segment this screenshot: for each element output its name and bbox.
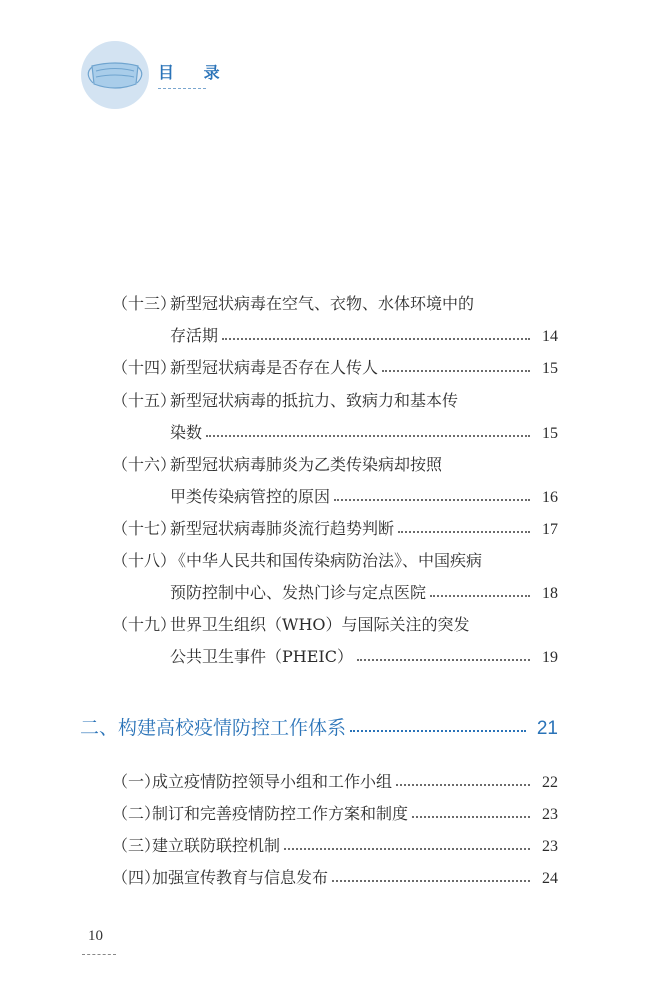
toc-item-title: 加强宣传教育与信息发布 bbox=[152, 868, 329, 887]
toc-item-title: 制订和完善疫情防控工作方案和制度 bbox=[152, 804, 409, 823]
toc-item-title: 新型冠状病毒是否存在人传人 bbox=[170, 358, 379, 377]
dot-leader bbox=[396, 784, 530, 786]
toc-header bbox=[80, 40, 280, 120]
toc-item-page: 16 bbox=[542, 489, 558, 506]
dot-leader bbox=[334, 499, 530, 501]
dot-leader bbox=[398, 531, 530, 533]
footer-divider bbox=[82, 954, 116, 955]
toc-item-page: 18 bbox=[542, 585, 558, 602]
toc-item-title: 新型冠状病毒肺炎流行趋势判断 bbox=[170, 519, 395, 538]
section-heading[interactable] bbox=[80, 708, 558, 740]
toc-item-number: （一） bbox=[112, 772, 161, 791]
toc-item-number: （三） bbox=[112, 836, 161, 855]
toc-item-number: （十六） bbox=[112, 455, 177, 474]
toc-item[interactable] bbox=[112, 449, 558, 475]
toc-item-title-cont: 染数 bbox=[170, 423, 203, 442]
toc-item-page: 14 bbox=[542, 328, 558, 345]
toc-item-title-cont: 甲类传染病管控的原因 bbox=[170, 487, 331, 506]
toc-item-number: （二） bbox=[112, 804, 161, 823]
toc-item-continuation[interactable] bbox=[112, 641, 558, 667]
toc-item-title: 新型冠状病毒的抵抗力、致病力和基本传 bbox=[170, 391, 459, 410]
title-divider bbox=[158, 88, 206, 89]
toc-item-number: （十三） bbox=[112, 294, 177, 313]
toc-item-number: （十八） bbox=[112, 551, 177, 570]
toc-item-continuation[interactable] bbox=[112, 417, 558, 443]
toc-item-continuation[interactable] bbox=[112, 577, 558, 603]
toc-item[interactable] bbox=[112, 352, 558, 378]
dot-leader bbox=[350, 730, 526, 732]
toc-item-page: 23 bbox=[542, 806, 558, 823]
toc-item-number: （十七） bbox=[112, 519, 177, 538]
toc-item-continuation[interactable] bbox=[112, 481, 558, 507]
face-mask-icon bbox=[80, 40, 150, 110]
toc-item[interactable] bbox=[112, 513, 558, 539]
toc-item[interactable] bbox=[112, 862, 558, 888]
toc-item[interactable] bbox=[112, 545, 558, 571]
toc-item[interactable] bbox=[112, 385, 558, 411]
dot-leader bbox=[357, 659, 530, 661]
toc-item-number: （四） bbox=[112, 868, 161, 887]
toc-item-page: 19 bbox=[542, 649, 558, 666]
toc-item-title-cont: 预防控制中心、发热门诊与定点医院 bbox=[170, 583, 427, 602]
dot-leader bbox=[412, 816, 530, 818]
toc-item-title-cont: 公共卫生事件（PHEIC） bbox=[170, 647, 353, 666]
toc-item-title-cont: 存活期 bbox=[170, 326, 219, 345]
page-title: 目 录 bbox=[158, 63, 232, 82]
toc-item[interactable] bbox=[112, 830, 558, 856]
toc-item-page: 17 bbox=[542, 521, 558, 538]
dot-leader bbox=[430, 595, 530, 597]
section-title: 二、构建高校疫情防控工作体系 bbox=[80, 717, 347, 739]
toc-item-page: 15 bbox=[542, 360, 558, 377]
dot-leader bbox=[332, 880, 530, 882]
toc-item[interactable] bbox=[112, 609, 558, 635]
toc-item-number: （十五） bbox=[112, 391, 177, 410]
toc-item-title: 成立疫情防控领导小组和工作小组 bbox=[152, 772, 393, 791]
section-page: 21 bbox=[536, 718, 558, 739]
toc-item-page: 22 bbox=[542, 774, 558, 791]
toc-item-number: （十四） bbox=[112, 358, 177, 377]
toc-item-title: 新型冠状病毒在空气、衣物、水体环境中的 bbox=[170, 294, 475, 313]
toc-item-number: （十九） bbox=[112, 615, 177, 634]
toc-item-page: 15 bbox=[542, 425, 558, 442]
toc-item-title: 《中华人民共和国传染病防治法》、中国疾病 bbox=[170, 551, 483, 570]
page-number: 10 bbox=[88, 928, 103, 944]
toc-item[interactable] bbox=[112, 798, 558, 824]
dot-leader bbox=[222, 338, 530, 340]
toc-item-page: 23 bbox=[542, 838, 558, 855]
toc-item-continuation[interactable] bbox=[112, 320, 558, 346]
toc-item-title: 世界卫生组织（WHO）与国际关注的突发 bbox=[170, 615, 470, 634]
dot-leader bbox=[284, 848, 530, 850]
dot-leader bbox=[382, 370, 530, 372]
dot-leader bbox=[206, 435, 530, 437]
toc-item-title: 新型冠状病毒肺炎为乙类传染病却按照 bbox=[170, 455, 443, 474]
toc-item-page: 24 bbox=[542, 870, 558, 887]
toc-item-title: 建立联防联控机制 bbox=[152, 836, 281, 855]
toc-item[interactable] bbox=[112, 288, 558, 314]
toc-item[interactable] bbox=[112, 766, 558, 792]
